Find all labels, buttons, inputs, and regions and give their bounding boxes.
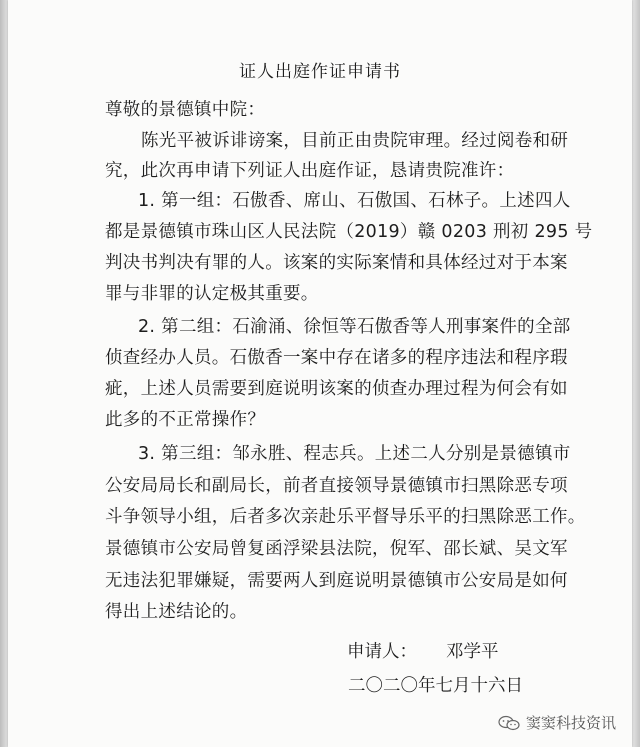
applicant-label: 申请人： xyxy=(347,642,417,662)
document-title: 证人出庭作证申请书 xyxy=(239,62,401,82)
page-edge-left xyxy=(0,0,8,747)
body-line: 景德镇市公安局曾复函浮梁县法院，倪军、邵长斌、吴文军 xyxy=(105,539,568,559)
body-line: 疵，上述人员需要到庭说明该案的侦查办理过程为何会有如 xyxy=(105,379,568,399)
body-line: 都是景德镇市珠山区人民法院（2019）赣 0203 刑初 295 号 xyxy=(105,222,593,242)
body-line: 罪与非罪的认定极其重要。 xyxy=(105,284,319,304)
body-line: 究，此次再申请下列证人出庭作证，恳请贵院准许： xyxy=(105,161,515,181)
body-line: 陈光平被诉诽谤案，目前正由贵院审理。经过阅卷和研 xyxy=(141,131,569,151)
body-line: 此多的不正常操作？ xyxy=(105,410,266,430)
body-line: 3. 第三组：邹永胜、程志兵。上述二人分别是景德镇市 xyxy=(138,444,571,464)
wechat-icon xyxy=(498,715,520,731)
body-line: 2. 第二组：石渝涌、徐恒等石傲香等人刑事案件的全部 xyxy=(138,317,571,337)
applicant-name: 邓学平 xyxy=(446,642,499,662)
watermark xyxy=(498,712,616,733)
watermark-text: 窦窦科技资讯 xyxy=(525,714,616,732)
body-line: 无违法犯罪嫌疑，需要两人到庭说明景德镇市公安局是如何 xyxy=(105,571,568,591)
page-edge-right xyxy=(632,0,640,747)
body-line: 公安局局长和副局长，前者直接领导景德镇市扫黑除恶专项 xyxy=(105,476,568,496)
document-paper xyxy=(8,0,632,747)
document-date: 二〇二〇年七月十六日 xyxy=(348,676,523,696)
body-line: 侦查经办人员。石傲香一案中存在诸多的程序违法和程序瑕 xyxy=(105,348,568,368)
body-line: 判决书判决有罪的人。该案的实际案情和具体经过对于本案 xyxy=(105,253,568,273)
body-line: 得出上述结论的。 xyxy=(105,602,248,622)
body-line: 1. 第一组：石傲香、席山、石傲国、石林子。上述四人 xyxy=(138,191,571,211)
body-line: 斗争领导小组，后者多次亲赴乐平督导乐平的扫黑除恶工作。 xyxy=(105,507,586,527)
salutation: 尊敬的景德镇中院： xyxy=(105,100,266,120)
